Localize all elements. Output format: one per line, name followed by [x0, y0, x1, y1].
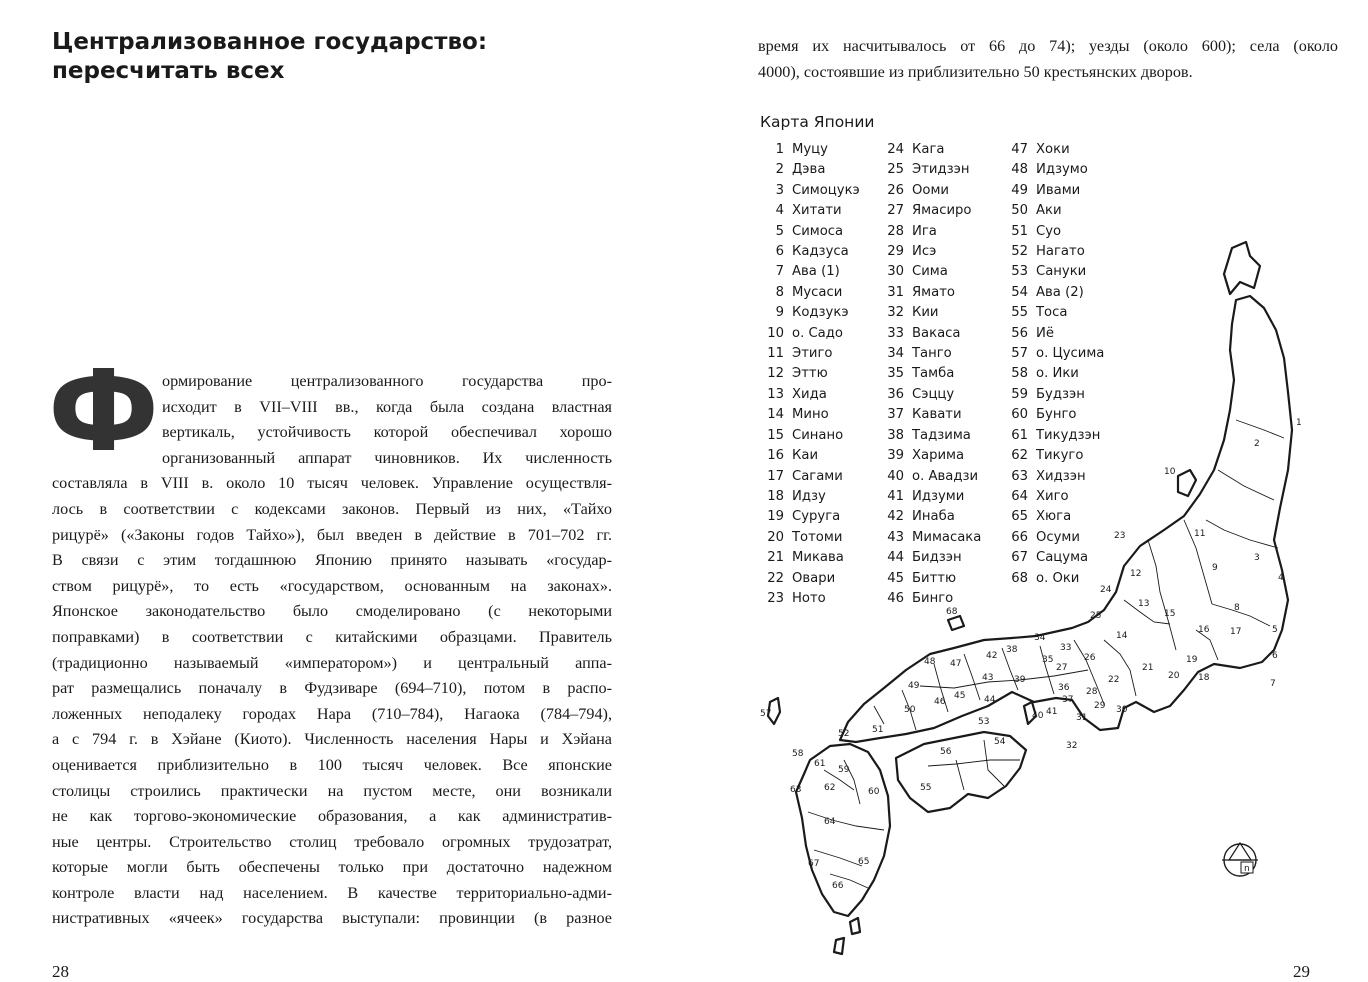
svg-text:51: 51 [872, 725, 884, 735]
page-number-right: 29 [1293, 962, 1310, 981]
legend-item-name: Кавати [912, 407, 962, 423]
legend-item-name: Будзэн [1036, 386, 1085, 402]
legend-item-name: Аки [1036, 203, 1062, 219]
svg-text:22: 22 [1108, 675, 1120, 685]
paragraph-line: рат размещались поначалу в Фудзиваре (694–710), потом в распо- [52, 679, 612, 698]
legend-item-number: 65 [1011, 509, 1028, 525]
svg-text:27: 27 [1056, 663, 1068, 673]
svg-text:9: 9 [1212, 563, 1218, 573]
svg-text:26: 26 [1084, 653, 1096, 663]
svg-text:12: 12 [1130, 569, 1142, 579]
legend-item-name: Вакаса [912, 325, 961, 341]
legend-item-number: 21 [767, 550, 784, 566]
legend-item-name: о. Цусима [1036, 346, 1105, 362]
legend-item-name: Тотоми [792, 529, 843, 545]
legend-item-name: Ямато [912, 284, 955, 300]
legend-item-number: 7 [775, 264, 784, 280]
legend-item-number: 45 [887, 570, 904, 586]
svg-text:25: 25 [1090, 611, 1102, 621]
legend-item-name: Ооми [912, 182, 949, 198]
legend-item-name: Суруга [792, 509, 841, 525]
legend-item-number: 50 [1011, 203, 1028, 219]
legend-item-number: 33 [887, 325, 904, 341]
legend-item-name: Идзу [792, 488, 826, 504]
legend-item-name: Сима [912, 264, 948, 280]
legend-item-number: 16 [767, 448, 784, 464]
legend-item-number: 63 [1011, 468, 1028, 484]
legend-item-name: Тамба [912, 366, 955, 382]
svg-text:45: 45 [954, 691, 966, 701]
svg-text:7: 7 [1270, 679, 1276, 689]
honshu-island [840, 296, 1292, 742]
legend-item-name: Кии [912, 305, 939, 321]
oki-island [948, 616, 964, 630]
svg-text:55: 55 [920, 783, 932, 793]
legend-item-number: 8 [775, 284, 784, 300]
paragraph-line: ормирование централизованного государства про- [162, 372, 612, 390]
svg-text:54: 54 [994, 737, 1006, 747]
paragraph-line: лось в соответствии с кодексами законов. Первый из них, «Тайхо [52, 499, 612, 518]
svg-text:42: 42 [986, 651, 998, 661]
legend-item-name: Идзумо [1036, 162, 1088, 178]
svg-text:63: 63 [790, 785, 802, 795]
legend-item-name: Биттю [912, 570, 957, 586]
legend-item-number: 62 [1011, 448, 1028, 464]
svg-text:49: 49 [908, 681, 920, 691]
legend-item-number: 53 [1011, 264, 1028, 280]
legend-item-number: 32 [887, 305, 904, 321]
legend-item-number: 4 [775, 203, 784, 219]
legend-item-number: 48 [1011, 162, 1028, 178]
legend-item-name: Харима [912, 448, 965, 464]
legend-item-number: 22 [767, 570, 784, 586]
svg-text:1: 1 [1296, 418, 1302, 428]
legend-item-name: о. Оки [1036, 570, 1080, 586]
legend-item-name: Сэццу [912, 386, 955, 402]
svg-text:52: 52 [838, 729, 850, 739]
svg-text:65: 65 [858, 857, 870, 867]
legend-item-name: Хоки [1036, 142, 1070, 157]
legend-item-name: Симоса [792, 223, 844, 239]
svg-text:37: 37 [1062, 695, 1074, 705]
legend-item-name: Ното [792, 590, 826, 606]
legend-item-number: 17 [767, 468, 784, 484]
svg-text:41: 41 [1046, 707, 1058, 717]
legend-item-name: Дэва [792, 162, 826, 178]
svg-text:16: 16 [1198, 625, 1210, 635]
legend-item-number: 13 [767, 386, 784, 402]
svg-text:10: 10 [1164, 467, 1176, 477]
paragraph-line: рицурё» («Законы годов Тайхо»), был введен в действие в 701–702 гг. [52, 525, 612, 544]
legend-item-number: 67 [1011, 550, 1028, 566]
legend-item-number: 29 [887, 244, 904, 260]
legend-item-name: Хидзэн [1036, 468, 1086, 484]
legend-item-name: Хида [792, 386, 827, 402]
svg-text:28: 28 [1086, 687, 1098, 697]
svg-text:43: 43 [982, 673, 994, 683]
svg-text:21: 21 [1142, 663, 1154, 673]
legend-item-number: 44 [887, 550, 904, 566]
legend-item-number: 24 [887, 142, 904, 157]
svg-text:66: 66 [832, 881, 844, 891]
legend-item-number: 66 [1011, 529, 1028, 545]
svg-text:15: 15 [1164, 609, 1176, 619]
legend-item-number: 64 [1011, 488, 1028, 504]
svg-text:19: 19 [1186, 655, 1198, 665]
legend-item-number: 39 [887, 448, 904, 464]
shikoku-island [896, 732, 1026, 812]
paragraph-line: составляла в VIII в. около 10 тысяч человек. Управление осуществля- [52, 474, 612, 493]
legend-item-number: 61 [1011, 427, 1028, 443]
legend-item-name: Ямасиро [912, 203, 972, 219]
svg-text:29: 29 [1094, 701, 1106, 711]
legend-item-number: 59 [1011, 386, 1028, 402]
legend-item-number: 5 [775, 223, 784, 239]
legend-item-name: Танго [912, 346, 952, 362]
legend-item-number: 34 [887, 346, 904, 362]
legend-item-name: о. Садо [792, 325, 843, 341]
legend-item-number: 12 [767, 366, 784, 382]
paragraph-line: столицы строились практически на пустом месте, они возникали [52, 781, 612, 800]
map-title: Карта Японии [760, 113, 875, 131]
continuation-line: время их насчитывалось от 66 до 74); уезды (около 600); села (около [758, 37, 1338, 55]
paragraph-line: (традиционно называемый «императором») и центральный аппа- [52, 653, 612, 672]
svg-text:18: 18 [1198, 673, 1210, 683]
svg-text:60: 60 [868, 787, 880, 797]
southern-island [850, 918, 860, 934]
svg-text:35: 35 [1042, 655, 1054, 665]
legend-item-number: 49 [1011, 182, 1028, 198]
svg-text:47: 47 [950, 659, 962, 669]
legend-item-name: Сагами [792, 468, 843, 484]
legend-item-number: 41 [887, 488, 904, 504]
paragraph-line: не как торгово-экономические образования, а как административ- [52, 807, 612, 826]
svg-text:8: 8 [1234, 603, 1240, 613]
svg-text:56: 56 [940, 747, 952, 757]
legend-item-name: Овари [792, 570, 836, 586]
legend-item-name: Эттю [792, 366, 828, 382]
legend-item-name: Ивами [1036, 182, 1081, 198]
legend-item-name: Инаба [912, 509, 955, 525]
svg-text:39: 39 [1014, 675, 1026, 685]
legend-item-number: 14 [767, 407, 784, 423]
legend-item-number: 28 [887, 223, 904, 239]
legend-item-name: Тикудзэн [1036, 427, 1101, 443]
legend-item-number: 35 [887, 366, 904, 382]
legend-item-name: Ава (2) [1036, 284, 1084, 300]
legend-item-name: Ига [912, 223, 937, 239]
legend-item-name: Хитати [792, 203, 842, 219]
svg-text:36: 36 [1058, 683, 1070, 693]
legend-item-name: Бинго [912, 590, 954, 606]
legend-item-name: Мимасака [912, 529, 982, 545]
legend-item-name: Мино [792, 407, 829, 423]
legend-item-number: 47 [1011, 142, 1028, 157]
legend-item-number: 46 [887, 590, 904, 606]
legend-item-number: 9 [775, 305, 784, 321]
legend-item-name: Мусаси [792, 284, 843, 300]
legend-item-number: 3 [775, 182, 784, 198]
legend-item-number: 43 [887, 529, 904, 545]
legend-item-number: 31 [887, 284, 904, 300]
legend-item-name: о. Ики [1036, 366, 1079, 382]
legend-item-number: 51 [1011, 223, 1028, 239]
legend-item-name: Идзуми [912, 488, 965, 504]
svg-text:23: 23 [1114, 531, 1126, 541]
title-line-2: пересчитать всех [52, 58, 285, 84]
legend-item-number: 36 [887, 386, 904, 402]
legend-item-name: Муцу [792, 142, 828, 157]
svg-text:32: 32 [1066, 741, 1078, 751]
svg-text:58: 58 [792, 749, 804, 759]
legend-item-number: 38 [887, 427, 904, 443]
svg-text:20: 20 [1168, 671, 1180, 681]
legend-item-name: Тикуго [1036, 448, 1084, 464]
paragraph-line: организованный аппарат чиновников. Их численность [162, 448, 612, 467]
paragraph-line: нистративных «ячеек» государства выступали: провинции (в разное [52, 909, 612, 928]
legend-item-number: 10 [767, 325, 784, 341]
svg-text:24: 24 [1100, 585, 1112, 595]
paragraph-line: ством рицурё», то есть «государством, основанным на законах». [52, 576, 612, 595]
legend-item-number: 56 [1011, 325, 1028, 341]
legend-item-name: Бидзэн [912, 550, 962, 566]
svg-text:57: 57 [760, 709, 772, 719]
legend-item-name: Нагато [1036, 244, 1085, 260]
paragraph-line: контроле власти над населением. В качестве территориально-адми- [52, 883, 612, 902]
paragraph-line: которые могли быть обеспечены только при достаточно надежном [52, 858, 612, 877]
svg-text:4: 4 [1278, 573, 1284, 583]
paragraph-line: ложенных неподалеку городах Нара (710–784), Нагаока (784–794), [52, 704, 612, 723]
svg-text:48: 48 [924, 657, 936, 667]
svg-text:6: 6 [1272, 651, 1278, 661]
svg-text:2: 2 [1254, 439, 1260, 449]
legend-item-number: 42 [887, 509, 904, 525]
svg-text:61: 61 [814, 759, 826, 769]
legend-item-number: 6 [775, 244, 784, 260]
svg-text:11: 11 [1194, 529, 1206, 539]
svg-text:33: 33 [1060, 643, 1072, 653]
legend-item-name: Хиго [1036, 488, 1069, 504]
legend-item-number: 1 [775, 142, 784, 157]
legend-item-number: 68 [1011, 570, 1028, 586]
legend-item-number: 27 [887, 203, 904, 219]
continuation-line: 4000), состоявшие из приблизительно 50 крестьянских дворов. [758, 62, 1193, 81]
right-page [684, 0, 1368, 982]
legend-item-name: Симоцукэ [792, 182, 860, 198]
legend-item-name: Иё [1036, 325, 1054, 341]
paragraph-line: поправками) в соответствии с китайскими образцами. Правитель [52, 627, 612, 646]
japan-map-drawing [684, 0, 1368, 982]
svg-text:14: 14 [1116, 631, 1128, 641]
legend-item-number: 15 [767, 427, 784, 443]
paragraph-line: оценивается приблизительно в 100 тысяч человек. Все японские [52, 755, 612, 774]
legend-item-name: Кага [912, 142, 945, 157]
legend-item-name: о. Авадзи [912, 468, 979, 484]
legend-item-name: Этидзэн [912, 162, 970, 178]
legend-item-number: 52 [1011, 244, 1028, 260]
legend-item-number: 30 [887, 264, 904, 280]
legend-item-number: 26 [887, 182, 904, 198]
legend-item-number: 11 [767, 346, 784, 362]
svg-text:50: 50 [904, 705, 916, 715]
legend-item-number: 23 [767, 590, 784, 606]
svg-text:44: 44 [984, 695, 996, 705]
svg-text:67: 67 [808, 859, 820, 869]
legend-item-name: Сацума [1036, 550, 1089, 566]
legend-item-number: 20 [767, 529, 784, 545]
legend-item-name: Тоса [1036, 305, 1068, 321]
paragraph-line: ные центры. Строительство столиц требовало огромных трудозатрат, [52, 832, 612, 851]
svg-text:40: 40 [1032, 711, 1044, 721]
chapter-title [52, 28, 487, 86]
legend-item-name: Кодзукэ [792, 305, 849, 321]
compass-rose [1222, 843, 1258, 876]
paragraph-line: Японское законодательство было смоделировано (с некоторыми [52, 602, 612, 621]
svg-text:3: 3 [1254, 553, 1260, 563]
legend-item-number: 37 [887, 407, 904, 423]
legend-item-name: Ава (1) [792, 264, 840, 280]
svg-text:30: 30 [1116, 705, 1128, 715]
svg-text:38: 38 [1006, 645, 1018, 655]
legend-item-name: Тадзима [912, 427, 971, 443]
svg-text:13: 13 [1138, 599, 1150, 609]
legend-item-name: Осуми [1036, 529, 1080, 545]
legend-item-name: Кадзуса [792, 244, 849, 260]
svg-text:31: 31 [1076, 713, 1088, 723]
paragraph-line: исходит в VII–VIII вв., когда была создана властная [162, 397, 612, 416]
svg-text:53: 53 [978, 717, 990, 727]
svg-text:68: 68 [946, 607, 958, 617]
legend-item-name: Исэ [912, 244, 937, 260]
legend-item-number: 2 [775, 162, 784, 178]
page-number-left: 28 [52, 962, 69, 981]
title-line-1: Централизованное государство: [52, 29, 488, 55]
legend-item-number: 60 [1011, 407, 1028, 423]
legend-item-name: Этиго [792, 346, 833, 362]
paragraph-line: вертикаль, устойчивость которой обеспечивал хорошо [162, 423, 612, 442]
drop-cap: Ф [48, 347, 160, 477]
legend-item-number: 55 [1011, 305, 1028, 321]
compass-label: n [1244, 864, 1250, 874]
legend-item-number: 57 [1011, 346, 1028, 362]
legend-item-number: 54 [1011, 284, 1028, 300]
svg-text:34: 34 [1034, 633, 1046, 643]
legend-item-number: 18 [767, 488, 784, 504]
sado-island [1178, 470, 1196, 496]
paragraph-line: В связи с этим тогдашнюю Японию принято называть «государ- [52, 551, 612, 570]
legend-item-number: 19 [767, 509, 784, 525]
svg-text:46: 46 [934, 697, 946, 707]
legend-item-name: Каи [792, 448, 819, 464]
svg-text:17: 17 [1230, 627, 1242, 637]
body-paragraph [52, 369, 612, 932]
paragraph-line: а с 794 г. в Хэйане (Киото). Численность населения Нары и Хэйана [52, 730, 612, 749]
legend-item-name: Хюга [1036, 509, 1072, 525]
legend-item-number: 58 [1011, 366, 1028, 382]
legend-item-number: 40 [887, 468, 904, 484]
legend-item-name: Суо [1036, 223, 1062, 239]
svg-text:5: 5 [1272, 625, 1278, 635]
legend-item-name: Синано [792, 427, 844, 443]
legend-item-number: 25 [887, 162, 904, 178]
legend-item-name: Микава [792, 550, 844, 566]
svg-text:64: 64 [824, 817, 836, 827]
japan-map [684, 0, 1368, 982]
legend-item-name: Сануки [1036, 264, 1087, 280]
hokkaido-tip [1224, 242, 1260, 294]
svg-text:59: 59 [838, 765, 850, 775]
legend-item-name: Бунго [1036, 407, 1077, 423]
svg-text:62: 62 [824, 783, 836, 793]
southern-island [834, 938, 844, 954]
